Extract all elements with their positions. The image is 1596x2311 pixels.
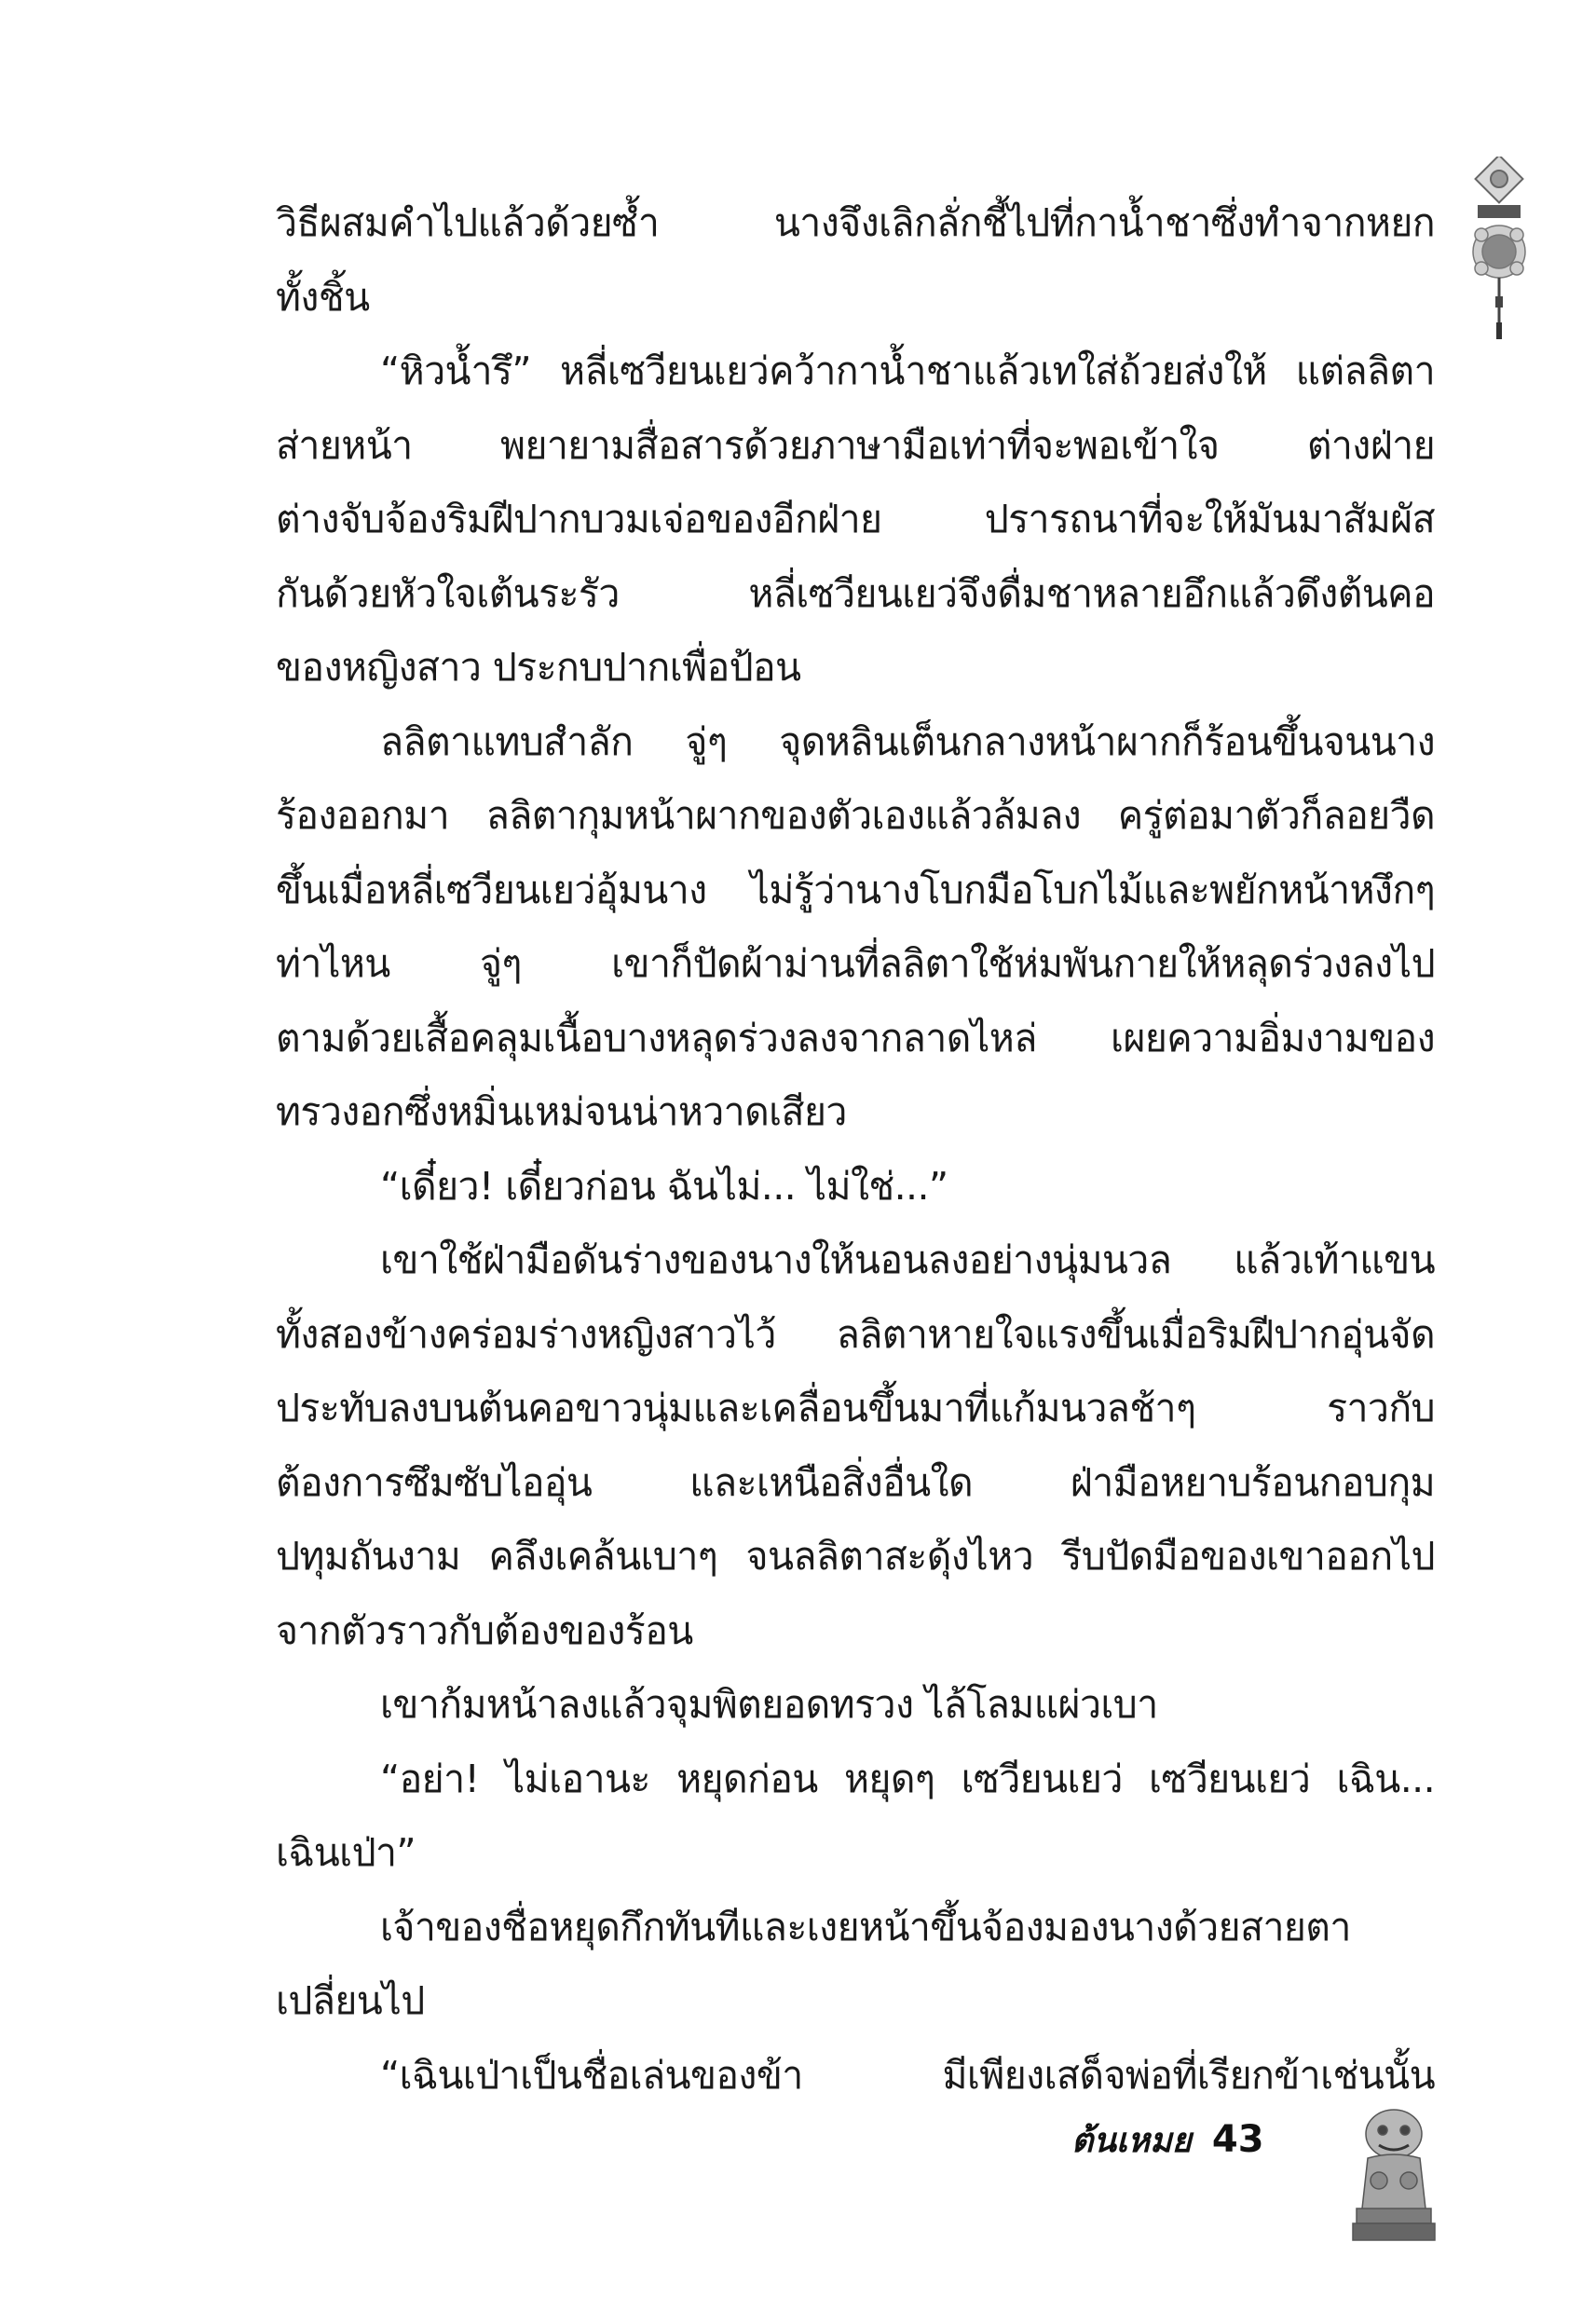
text-line: “เฉินเป่าเป็นชื่อเล่นของข้า มีเพียงเสด็จพ่อที่เรียกข้าเช่นนั้น	[380, 2052, 1435, 2098]
text-line: จากตัวราวกับต้องของร้อน	[276, 1607, 693, 1653]
text-line: “เดี๋ยว! เดี๋ยวก่อน ฉันไม่... ไม่ใช่...”	[380, 1163, 948, 1209]
text-line: “หิวน้ำรึ” หลี่เซวียนเยว่คว้ากาน้ำชาแล้วเทใส่ถ้วยส่งให้ แต่ลลิตา	[380, 349, 1435, 393]
text-line: ต้องการซึมซับไออุ่น และเหนือสิ่งอื่นใด ฝ่ามือหยาบร้อนกอบกุม	[276, 1459, 1435, 1505]
guardian-lion-statue-icon	[1351, 2106, 1437, 2246]
text-line: ปทุมถันงาม คลึงเคล้นเบาๆ จนลลิตาสะดุ้งไหว รีบปัดมือของเขาออกไป	[276, 1534, 1435, 1579]
text-line: ทรวงอกซึ่งหมิ่นเหม่จนน่าหวาดเสียว	[276, 1089, 847, 1134]
text-line: เฉินเป่า”	[276, 1830, 416, 1875]
text-line: “อย่า! ไม่เอานะ หยุดก่อน หยุดๆ เซวียนเยว่ เซวียนเยว่ เฉิน...	[380, 1756, 1435, 1801]
text-line: กันด้วยหัวใจเต้นระรัว หลี่เซวียนเยว่จึงดื่มชาหลายอึกแล้วดึงต้นคอ	[276, 570, 1435, 616]
text-line: วิธีผสมคำไปแล้วด้วยซ้ำ นางจึงเลิกลั่กชี้ไปที่กาน้ำชาซึ่งทำจากหยก	[276, 200, 1435, 245]
text-line: เขาใช้ฝ่ามือดันร่างของนางให้นอนลงอย่างนุ่มนวล แล้วเท้าแขน	[380, 1238, 1435, 1282]
text-line: ทั้งชิ้น	[276, 274, 370, 320]
running-title: ต้นเหมย	[1071, 2121, 1192, 2160]
text-line: ของหญิงสาว ประกบปากเพื่อป้อน	[276, 645, 801, 690]
text-line: เขาก้มหน้าลงแล้วจุมพิตยอดทรวง ไล้โลมแผ่วเบา	[380, 1682, 1158, 1727]
text-line: ต่างจับจ้องริมฝีปากบวมเจ่อของอีกฝ่าย ปรารถนาที่จะให้มันมาสัมผัส	[276, 497, 1435, 541]
text-line: ขึ้นเมื่อหลี่เซวียนเยว่อุ้มนาง ไม่รู้ว่านางโบกมือโบกไม้และพยักหน้าหงึกๆ	[276, 867, 1435, 912]
text-line: ตามด้วยเสื้อคลุมเนื้อบางหลุดร่วงลงจากลาดไหล่ เผยความอิ่มงามของ	[276, 1015, 1435, 1060]
text-line: ส่ายหน้า พยายามสื่อสารด้วยภาษามือเท่าที่จะพอเข้าใจ ต่างฝ่าย	[276, 422, 1435, 468]
body-text	[276, 186, 1435, 2113]
text-line: ลลิตาแทบสำลัก จู่ๆ จุดหลินเต็นกลางหน้าผากก็ร้อนขึ้นจนนาง	[380, 718, 1435, 764]
page-footer	[1071, 2113, 1264, 2169]
text-line: ประทับลงบนต้นคอขาวนุ่มและเคลื่อนขึ้นมาที่แก้มนวลช้าๆ ราวกับ	[276, 1386, 1435, 1430]
text-line: ท่าไหน จู่ๆ เขาก็ปัดผ้าม่านที่ลลิตาใช้ห่มพันกายให้หลุดร่วงลงไป	[276, 941, 1435, 986]
chinese-knot-ornament-icon	[1470, 157, 1528, 343]
text-line: เจ้าของชื่อหยุดกึกทันทีและเงยหน้าขึ้นจ้องมองนางด้วยสายตา	[380, 1904, 1351, 1949]
text-line: ทั้งสองข้างคร่อมร่างหญิงสาวไว้ ลลิตาหายใจแรงขึ้นเมื่อริมฝีปากอุ่นจัด	[276, 1311, 1435, 1357]
page-number: 43	[1211, 2118, 1264, 2161]
text-line: เปลี่ยนไป	[276, 1978, 425, 2023]
text-line: ร้องออกมา ลลิตากุมหน้าผากของตัวเองแล้วล้มลง ครู่ต่อมาตัวก็ลอยวืด	[276, 793, 1435, 838]
